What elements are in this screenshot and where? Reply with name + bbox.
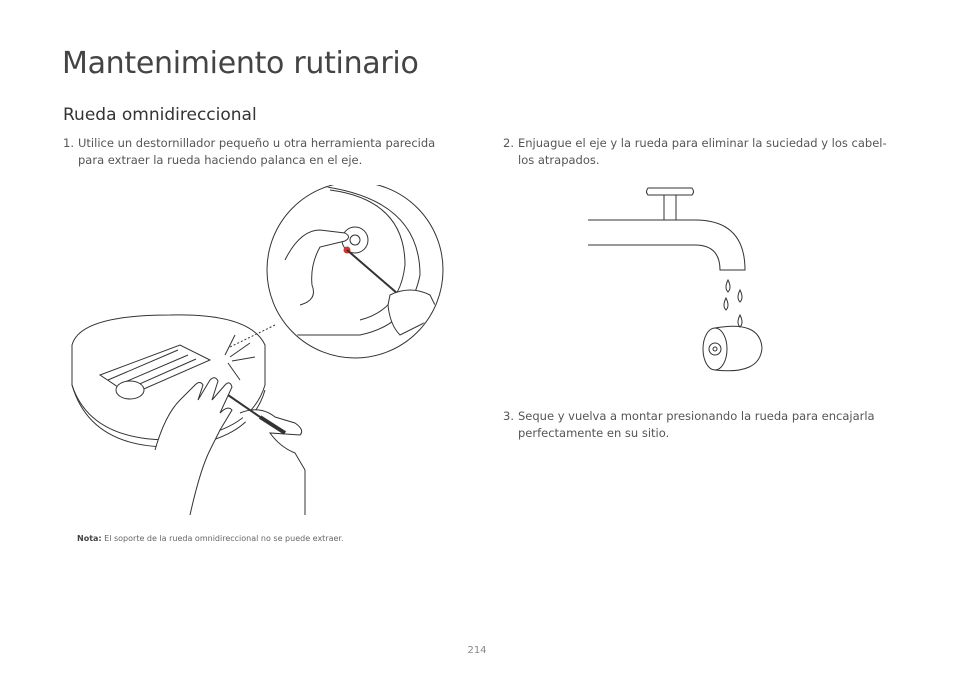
note-text: El soporte de la rueda omnidireccional no se puede extraer. xyxy=(104,534,344,543)
step-2 xyxy=(503,135,903,169)
note-label: Nota: xyxy=(77,534,102,543)
faucet-handle xyxy=(647,188,694,195)
step-number: 3. xyxy=(503,409,514,423)
section-subtitle: Rueda omnidireccional xyxy=(63,105,257,125)
step-number: 1. xyxy=(63,136,74,150)
wheel-icon xyxy=(703,326,762,371)
step-1 xyxy=(63,135,463,169)
step-text: Utilice un destornillador pequeño u otra herramienta parecida para extraer la rueda haciendo palanca en el eje. xyxy=(78,136,436,167)
water-drop xyxy=(724,298,728,310)
faucet-rinse-illustration xyxy=(580,180,780,380)
step-3 xyxy=(503,408,903,442)
step-number: 2. xyxy=(503,136,514,150)
water-drop xyxy=(738,290,742,302)
robot-wheel-removal-illustration xyxy=(60,185,460,515)
faucet-spout xyxy=(588,220,745,270)
note xyxy=(77,534,344,543)
step-text: Enjuague el eje y la rueda para eliminar la suciedad y los cabel- los atrapados. xyxy=(518,136,887,167)
robot-side-wheel xyxy=(116,381,144,399)
page-number: 214 xyxy=(467,645,487,656)
page-title: Mantenimiento rutinario xyxy=(62,46,419,81)
step-text: Seque y vuelva a montar presionando la rueda para encajarla perfectamente en su sitio. xyxy=(518,409,875,440)
water-drop xyxy=(738,315,742,327)
faucet-stem xyxy=(664,195,676,220)
water-drop xyxy=(726,280,730,292)
